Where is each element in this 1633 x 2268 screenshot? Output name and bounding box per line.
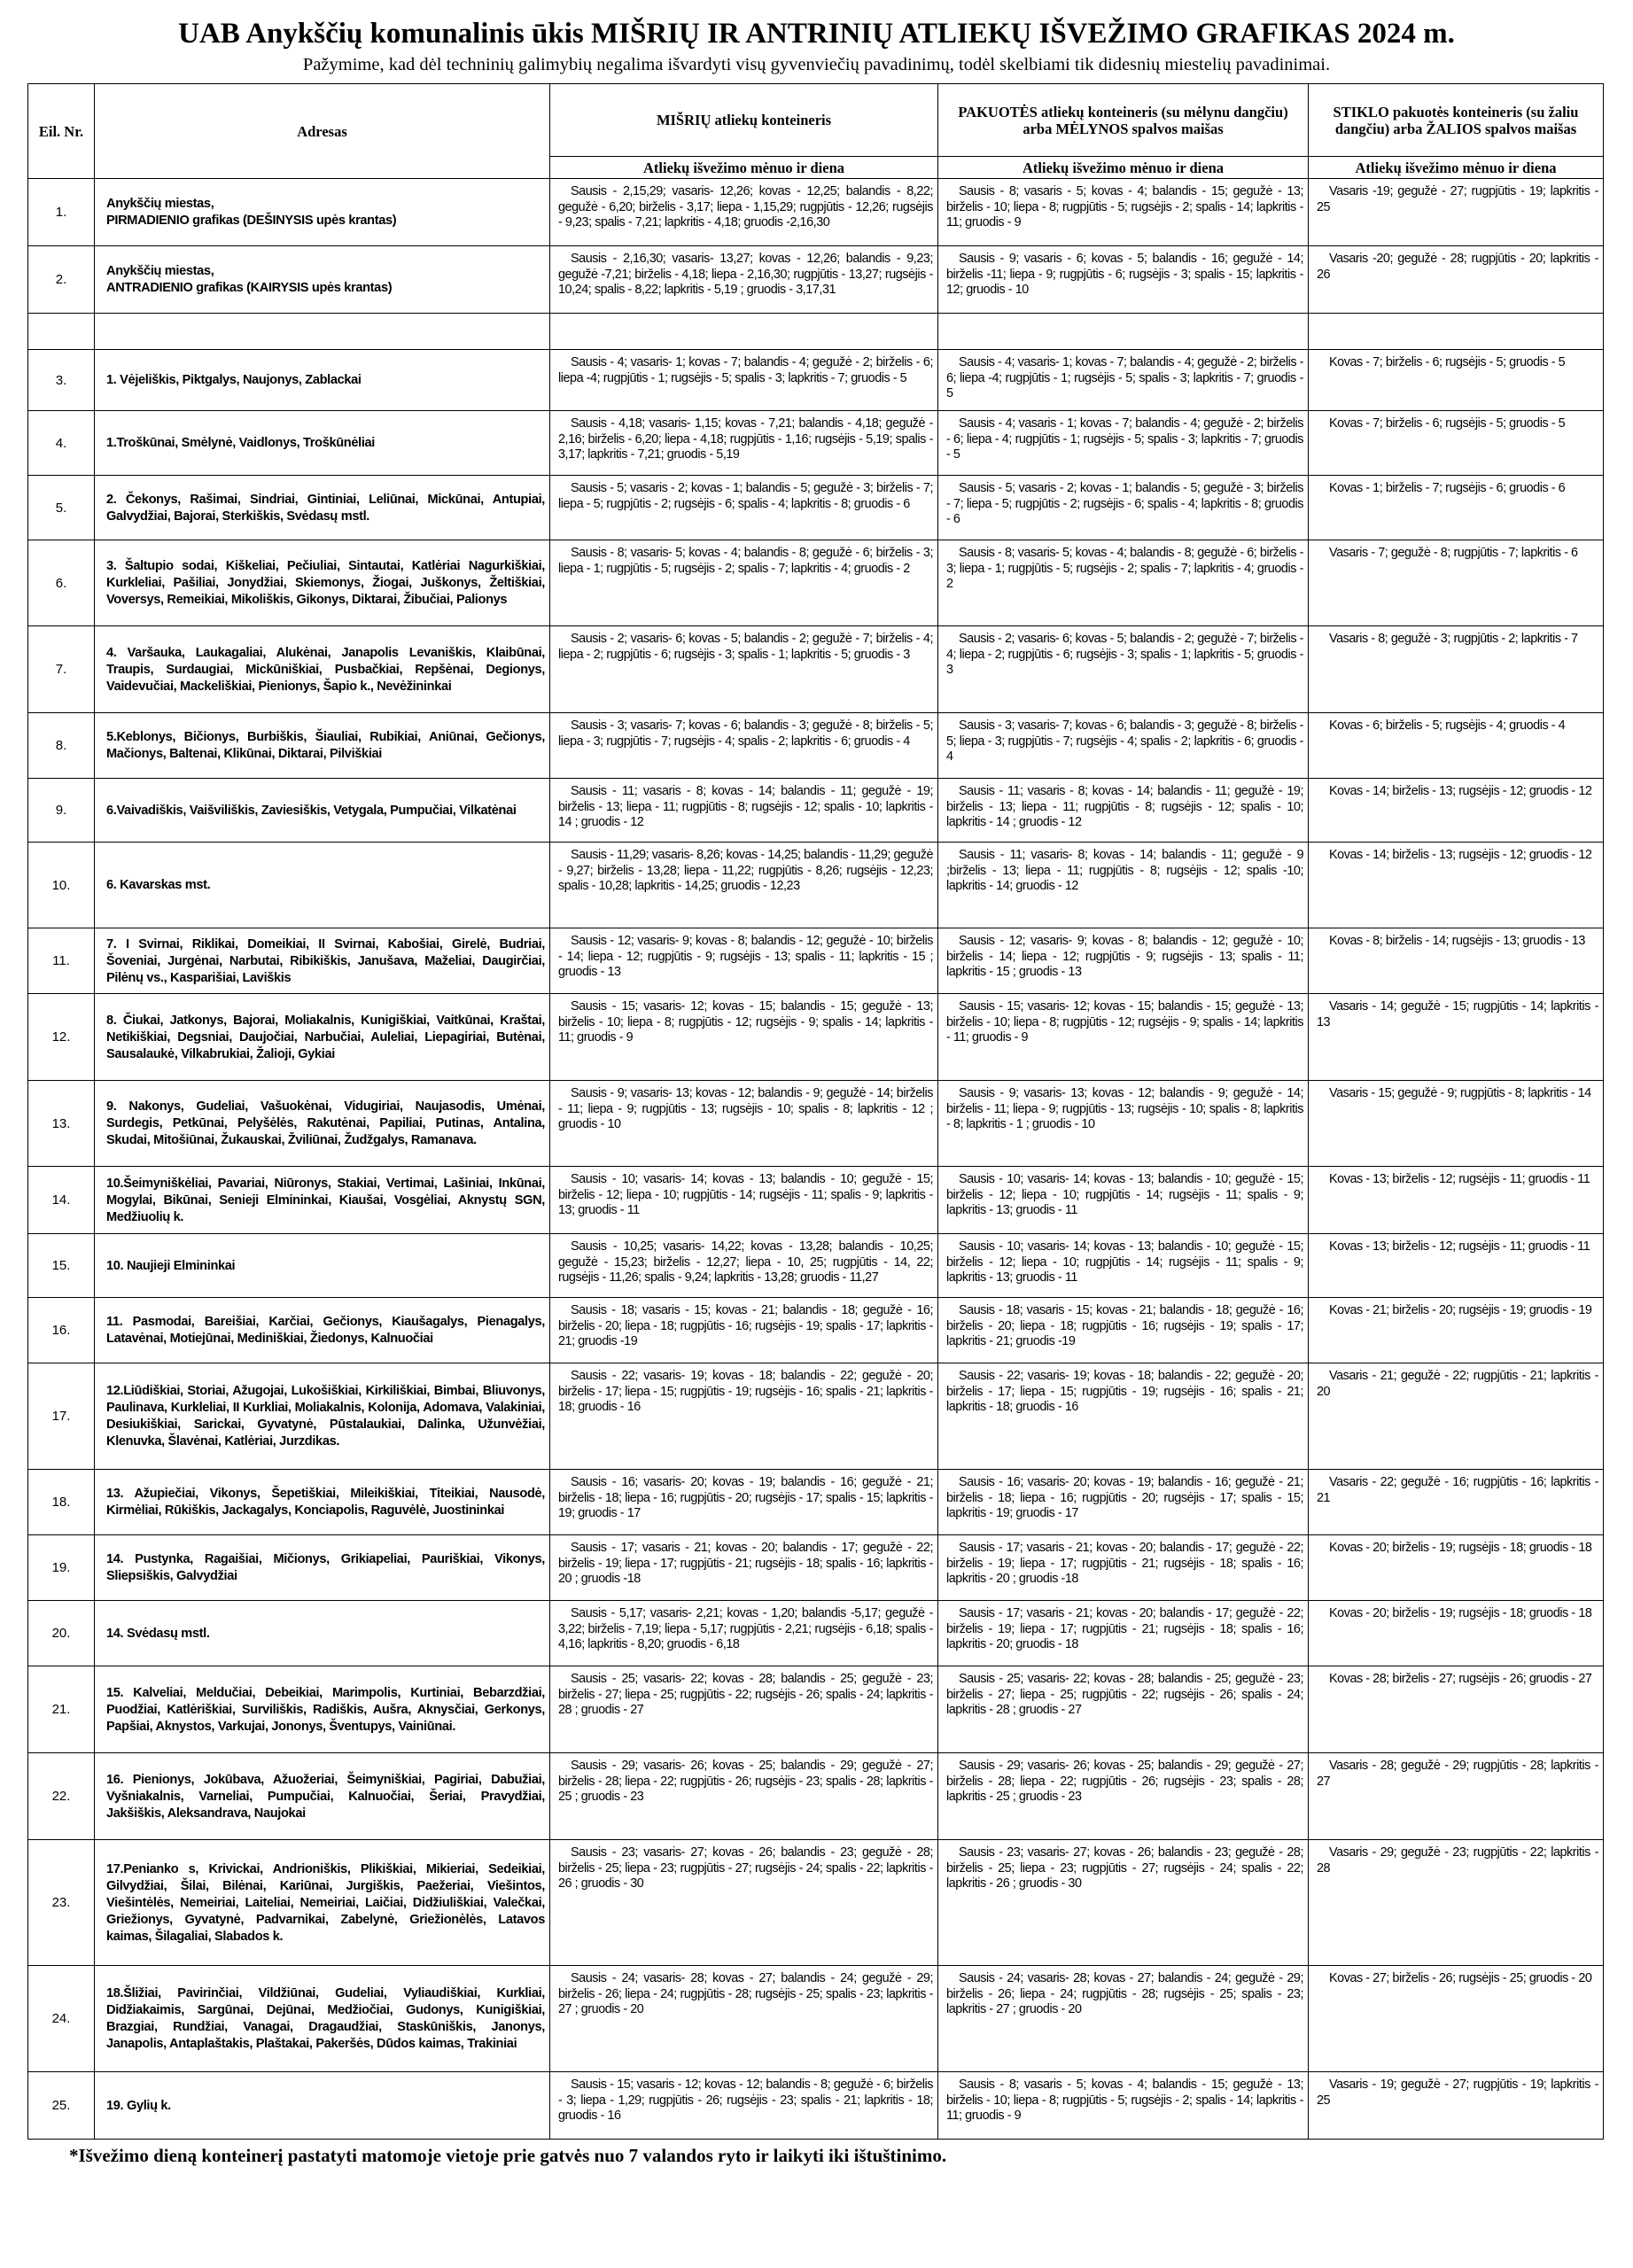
table-row [28, 1470, 1604, 1535]
packaging-schedule-cell: Sausis - 24; vasaris- 28; kovas - 27; balandis - 24; gegužė - 29; birželis - 26; liepa - 24; rugpjūtis - 28; rugsėjis - 25; spalis - 23; lapkritis - 27 ; gruodis - 20 [938, 1966, 1309, 2072]
packaging-schedule-cell: Sausis - 15; vasaris- 12; kovas - 15; balandis - 15; gegužė - 13; birželis - 10; liepa - 8; rugpjūtis - 12; rugsėjis - 9; spalis - 14; lapkritis - 11; gruodis - 9 [938, 994, 1309, 1081]
address-cell: Anykščių miestas, ANTRADIENIO grafikas (KAIRYSIS upės krantas) [95, 246, 550, 314]
mixed-schedule-cell: Sausis - 22; vasaris- 19; kovas - 18; balandis - 22; gegužė - 20; birželis - 17; liepa - 15; rugpjūtis - 19; rugsėjis - 16; spalis - 21; lapkritis - 18; gruodis - 16 [550, 1363, 938, 1470]
packaging-schedule-cell: Sausis - 12; vasaris- 9; kovas - 8; balandis - 12; gegužė - 10; birželis - 14; liepa - 12; rugpjūtis - 9; rugsėjis - 13; spalis - 11; lapkritis - 15 ; gruodis - 13 [938, 928, 1309, 994]
mixed-schedule-cell: Sausis - 29; vasaris- 26; kovas - 25; balandis - 29; gegužė - 27; birželis - 28; liepa - 22; rugpjūtis - 26; rugsėjis - 23; spalis - 28; lapkritis - 25 ; gruodis - 23 [550, 1753, 938, 1840]
table-row [28, 1363, 1604, 1470]
row-number: 4. [28, 411, 95, 476]
packaging-schedule-cell: Sausis - 5; vasaris - 2; kovas - 1; balandis - 5; gegužė - 3; birželis - 7; liepa - 5; rugpjūtis - 2; rugsėjis - 6; spalis - 4; lapkritis - 8; gruodis - 6 [938, 476, 1309, 540]
glass-schedule-cell: Kovas - 6; birželis - 5; rugsėjis - 4; gruodis - 4 [1309, 713, 1604, 779]
table-row [28, 713, 1604, 779]
row-number: 8. [28, 713, 95, 779]
table-row [28, 179, 1604, 246]
table-row [28, 350, 1604, 411]
table-row [28, 2072, 1604, 2140]
mixed-schedule-cell: Sausis - 9; vasaris- 13; kovas - 12; balandis - 9; gegužė - 14; birželis - 11; liepa - 9; rugpjūtis - 13; rugsėjis - 10; spalis - 8; lapkritis - 12 ; gruodis - 10 [550, 1081, 938, 1167]
glass-schedule-cell: Kovas - 13; birželis - 12; rugsėjis - 11; gruodis - 11 [1309, 1167, 1604, 1234]
mixed-schedule-cell: Sausis - 12; vasaris- 9; kovas - 8; balandis - 12; gegužė - 10; birželis - 14; liepa - 12; rugpjūtis - 9; rugsėjis - 13; spalis - 11; lapkritis - 15 ; gruodis - 13 [550, 928, 938, 994]
mixed-schedule-cell: Sausis - 11,29; vasaris- 8,26; kovas - 14,25; balandis - 11,29; gegužė - 9,27; birželis - 13,28; liepa - 11,22; rugpjūtis - 8,26; rugsėjis - 12,23; spalis - 10,28; lapkritis - 14,25; gruodis - 12,23 [550, 843, 938, 928]
address-cell: 1.Troškūnai, Smėlynė, Vaidlonys, Troškūnėliai [95, 411, 550, 476]
packaging-schedule-cell: Sausis - 23; vasaris- 27; kovas - 26; balandis - 23; gegužė - 28; birželis - 25; liepa - 23; rugpjūtis - 27; rugsėjis - 24; spalis - 22; lapkritis - 26 ; gruodis - 30 [938, 1840, 1309, 1966]
table-row [28, 411, 1604, 476]
table-row [28, 1753, 1604, 1840]
empty-cell [550, 314, 938, 350]
address-cell: 3. Šaltupio sodai, Kiškeliai, Pečiuliai, Sintautai, Katlėriai Nagurkiškiai, Kurkleliai, Pašiliai, Jonydžiai, Skiemonys, Žiogai, Juškonys, Želtiškiai, Voversys, Remeikiai, Mikoliškis, Gikonys, Diktarai, Žibučiai, Palionys [95, 540, 550, 626]
packaging-schedule-cell: Sausis - 4; vasaris- 1; kovas - 7; balandis - 4; gegužė - 2; birželis - 6; liepa -4; rugpjūtis - 1; rugsėjis - 5; spalis - 3; lapkritis - 7; gruodis - 5 [938, 350, 1309, 411]
table-row [28, 843, 1604, 928]
packaging-schedule-cell: Sausis - 2; vasaris- 6; kovas - 5; balandis - 2; gegužė - 7; birželis - 4; liepa - 2; rugpjūtis - 6; rugsėjis - 3; spalis - 1; lapkritis - 5; gruodis - 3 [938, 626, 1309, 713]
subheader-glass: Atliekų išvežimo mėnuo ir diena [1309, 157, 1604, 179]
packaging-schedule-cell: Sausis - 9; vasaris - 6; kovas - 5; balandis - 16; gegužė - 14; birželis -11; liepa - 9; rugpjūtis - 6; rugsėjis - 3; spalis - 15; lapkritis - 12; gruodis - 10 [938, 246, 1309, 314]
row-number: 6. [28, 540, 95, 626]
schedule-table [27, 83, 1604, 2140]
glass-schedule-cell: Vasaris -20; gegužė - 28; rugpjūtis - 20; lapkritis - 26 [1309, 246, 1604, 314]
footer-note: *Išvežimo dieną konteinerį pastatyti matomoje vietoje prie gatvės nuo 7 valandos ryto ir laikyti iki ištuštinimo. [69, 2145, 947, 2166]
table-row [28, 1167, 1604, 1234]
packaging-schedule-cell: Sausis - 8; vasaris - 5; kovas - 4; balandis - 15; gegužė - 13; birželis - 10; liepa - 8; rugpjūtis - 5; rugsėjis - 2; spalis - 14; lapkritis - 11; gruodis - 9 [938, 2072, 1309, 2140]
mixed-schedule-cell: Sausis - 16; vasaris- 20; kovas - 19; balandis - 16; gegužė - 21; birželis - 18; liepa - 16; rugpjūtis - 20; rugsėjis - 17; spalis - 15; lapkritis - 19; gruodis - 17 [550, 1470, 938, 1535]
row-number: 12. [28, 994, 95, 1081]
packaging-schedule-cell: Sausis - 11; vasaris - 8; kovas - 14; balandis - 11; gegužė - 19; birželis - 13; liepa - 11; rugpjūtis - 8; rugsėjis - 12; spalis - 10; lapkritis - 14 ; gruodis - 12 [938, 779, 1309, 843]
subheader-mixed: Atliekų išvežimo mėnuo ir diena [550, 157, 938, 179]
mixed-schedule-cell: Sausis - 5; vasaris - 2; kovas - 1; balandis - 5; gegužė - 3; birželis - 7; liepa - 5; rugpjūtis - 2; rugsėjis - 6; spalis - 4; lapkritis - 8; gruodis - 6 [550, 476, 938, 540]
spacer-row [28, 314, 1604, 350]
packaging-schedule-cell: Sausis - 3; vasaris- 7; kovas - 6; balandis - 3; gegužė - 8; birželis - 5; liepa - 3; rugpjūtis - 7; rugsėjis - 4; spalis - 2; lapkritis - 6; gruodis - 4 [938, 713, 1309, 779]
packaging-schedule-cell: Sausis - 16; vasaris- 20; kovas - 19; balandis - 16; gegužė - 21; birželis - 18; liepa - 16; rugpjūtis - 20; rugsėjis - 17; spalis - 15; lapkritis - 19; gruodis - 17 [938, 1470, 1309, 1535]
row-number: 24. [28, 1966, 95, 2072]
address-cell: 1. Vėjeliškis, Piktgalys, Naujonys, Zablackai [95, 350, 550, 411]
glass-schedule-cell: Vasaris - 28; gegužė - 29; rugpjūtis - 28; lapkritis - 27 [1309, 1753, 1604, 1840]
table-row [28, 1535, 1604, 1601]
row-number: 14. [28, 1167, 95, 1234]
glass-schedule-cell: Vasaris -19; gegužė - 27; rugpjūtis - 19; lapkritis - 25 [1309, 179, 1604, 246]
glass-schedule-cell: Kovas - 20; birželis - 19; rugsėjis - 18; gruodis - 18 [1309, 1535, 1604, 1601]
header-mixed: MIŠRIŲ atliekų konteineris [550, 84, 938, 157]
address-cell: 7. I Svirnai, Riklikai, Domeikiai, II Svirnai, Kabošiai, Girelė, Budriai, Šoveniai, Jurgėnai, Narbutai, Ribikiškis, Janušava, Maželiai, Daugirčiai, Pilėnų vs., Kasparišiai, Laviškis [95, 928, 550, 994]
row-number: 15. [28, 1234, 95, 1298]
empty-cell [1309, 314, 1604, 350]
row-number: 9. [28, 779, 95, 843]
packaging-schedule-cell: Sausis - 17; vasaris - 21; kovas - 20; balandis - 17; gegužė - 22; birželis - 19; liepa - 17; rugpjūtis - 21; rugsėjis - 18; spalis - 16; lapkritis - 20 ; gruodis -18 [938, 1535, 1309, 1601]
packaging-schedule-cell: Sausis - 25; vasaris- 22; kovas - 28; balandis - 25; gegužė - 23; birželis - 27; liepa - 25; rugpjūtis - 22; rugsėjis - 26; spalis - 24; lapkritis - 28 ; gruodis - 27 [938, 1666, 1309, 1753]
packaging-schedule-cell: Sausis - 18; vasaris - 15; kovas - 21; balandis - 18; gegužė - 16; birželis - 20; liepa - 18; rugpjūtis - 16; rugsėjis - 19; spalis - 17; lapkritis - 21; gruodis -19 [938, 1298, 1309, 1363]
address-cell: 16. Pienionys, Jokūbava, Ažuožeriai, Šeimyniškiai, Pagiriai, Dabužiai, Vyšniakalnis, Varneliai, Pumpučiai, Kalnuočiai, Šeriai, Pravydžiai, Jakšiškis, Aleksandrava, Naujokai [95, 1753, 550, 1840]
glass-schedule-cell: Vasaris - 29; gegužė - 23; rugpjūtis - 22; lapkritis - 28 [1309, 1840, 1604, 1966]
mixed-schedule-cell: Sausis - 2; vasaris- 6; kovas - 5; balandis - 2; gegužė - 7; birželis - 4; liepa - 2; rugpjūtis - 6; rugsėjis - 3; spalis - 1; lapkritis - 5; gruodis - 3 [550, 626, 938, 713]
mixed-schedule-cell: Sausis - 15; vasaris - 12; kovas - 12; balandis - 8; gegužė - 6; birželis - 3; liepa - 1,29; rugpjūtis - 26; rugsėjis - 23; spalis - 21; lapkritis - 18; gruodis - 16 [550, 2072, 938, 2140]
glass-schedule-cell: Kovas - 14; birželis - 13; rugsėjis - 12; gruodis - 12 [1309, 779, 1604, 843]
table-row [28, 1298, 1604, 1363]
glass-schedule-cell: Kovas - 14; birželis - 13; rugsėjis - 12; gruodis - 12 [1309, 843, 1604, 928]
document-title: UAB Anykščių komunalinis ūkis MIŠRIŲ IR ANTRINIŲ ATLIEKŲ IŠVEŽIMO GRAFIKAS 2024 m. [178, 18, 1455, 50]
table-row [28, 1966, 1604, 2072]
row-number: 18. [28, 1470, 95, 1535]
glass-schedule-cell: Vasaris - 7; gegužė - 8; rugpjūtis - 7; lapkritis - 6 [1309, 540, 1604, 626]
header-nr: Eil. Nr. [28, 84, 95, 179]
address-cell: 19. Gylių k. [95, 2072, 550, 2140]
row-number: 21. [28, 1666, 95, 1753]
header-address: Adresas [95, 84, 550, 179]
header-packaging: PAKUOTĖS atliekų konteineris (su mėlynu dangčiu) arba MĖLYNOS spalvos maišas [938, 84, 1309, 157]
row-number: 11. [28, 928, 95, 994]
address-cell: 4. Varšauka, Laukagaliai, Alukėnai, Janapolis Levaniškis, Klaibūnai, Traupis, Surdaugiai, Mickūniškiai, Pusbačkiai, Repšėnai, Degionys, Vaidevučiai, Mackeliškiai, Pienionys, Šapio k., Nevėžininkai [95, 626, 550, 713]
glass-schedule-cell: Kovas - 20; birželis - 19; rugsėjis - 18; gruodis - 18 [1309, 1601, 1604, 1666]
glass-schedule-cell: Vasaris - 22; gegužė - 16; rugpjūtis - 16; lapkritis - 21 [1309, 1470, 1604, 1535]
table-row [28, 1081, 1604, 1167]
row-number: 19. [28, 1535, 95, 1601]
row-number: 17. [28, 1363, 95, 1470]
address-cell: 13. Ažupiečiai, Vikonys, Šepetiškiai, Mileikiškiai, Titeikiai, Nausodė, Kirmėliai, Rūkiškis, Jackagalys, Konciapolis, Raguvėlė, Juostininkai [95, 1470, 550, 1535]
packaging-schedule-cell: Sausis - 9; vasaris- 13; kovas - 12; balandis - 9; gegužė - 14; birželis - 11; liepa - 9; rugpjūtis - 13; rugsėjis - 10; spalis - 8; lapkritis - 8; lapkritis - 1 ; gruodis - 10 [938, 1081, 1309, 1167]
address-cell: 2. Čekonys, Rašimai, Sindriai, Gintiniai, Leliūnai, Mickūnai, Antupiai, Galvydžiai, Bajorai, Sterkiškis, Svėdasų mstl. [95, 476, 550, 540]
row-number: 22. [28, 1753, 95, 1840]
schedule-rows [28, 179, 1604, 2140]
table-row [28, 1601, 1604, 1666]
address-cell: 6. Kavarskas mst. [95, 843, 550, 928]
table-row [28, 540, 1604, 626]
mixed-schedule-cell: Sausis - 5,17; vasaris- 2,21; kovas - 1,20; balandis -5,17; gegužė - 3,22; birželis - 7,19; liepa - 5,17; rugpjūtis - 2,21; rugsėjis - 6,18; spalis - 4,16; lapkritis - 8,20; gruodis - 6,18 [550, 1601, 938, 1666]
packaging-schedule-cell: Sausis - 10; vasaris- 14; kovas - 13; balandis - 10; gegužė - 15; birželis - 12; liepa - 10; rugpjūtis - 14; rugsėjis - 11; spalis - 9; lapkritis - 13; gruodis - 11 [938, 1234, 1309, 1298]
address-cell: 14. Pustynka, Ragaišiai, Mičionys, Grikiapeliai, Pauriškiai, Vikonys, Sliepsiškis, Galvydžiai [95, 1535, 550, 1601]
table-row [28, 476, 1604, 540]
mixed-schedule-cell: Sausis - 23; vasaris- 27; kovas - 26; balandis - 23; gegužė - 28; birželis - 25; liepa - 23; rugpjūtis - 27; rugsėjis - 24; spalis - 22; lapkritis - 26 ; gruodis - 30 [550, 1840, 938, 1966]
empty-cell [28, 314, 95, 350]
glass-schedule-cell: Vasaris - 8; gegužė - 3; rugpjūtis - 2; lapkritis - 7 [1309, 626, 1604, 713]
address-cell: 18.Šližiai, Pavirinčiai, Vildžiūnai, Gudeliai, Vyliaudiškiai, Kurkliai, Didžiakaimis, Sargūnai, Dejūnai, Medžiočiai, Gudonys, Kunigiškiai, Brazgiai, Rundžiai, Vanagai, Dragaudžiai, Staskūniškis, Janonys, Janapolis, Antaplaštakis, Plaštakai, Pakeršės, Dūdos kaimas, Trakiniai [95, 1966, 550, 2072]
packaging-schedule-cell: Sausis - 4; vasaris - 1; kovas - 7; balandis - 4; gegužė - 2; birželis - 6; liepa - 4; rugpjūtis - 1; rugsėjis - 5; spalis - 3; lapkritis - 7; gruodis - 5 [938, 411, 1309, 476]
address-cell: 11. Pasmodai, Bareišiai, Karčiai, Gečionys, Kiaušagalys, Pienagalys, Latavėnai, Motiejūnai, Mediniškiai, Žiedonys, Kalnuočiai [95, 1298, 550, 1363]
mixed-schedule-cell: Sausis - 25; vasaris- 22; kovas - 28; balandis - 25; gegužė - 23; birželis - 27; liepa - 25; rugpjūtis - 22; rugsėjis - 26; spalis - 24; lapkritis - 28 ; gruodis - 27 [550, 1666, 938, 1753]
document-subtitle: Pažymime, kad dėl techninių galimybių negalima išvardyti visų gyvenviečių pavadinimų, todėl skelbiami tik didesnių miestelių pavadinimai. [302, 55, 1331, 74]
mixed-schedule-cell: Sausis - 8; vasaris- 5; kovas - 4; balandis - 8; gegužė - 6; birželis - 3; liepa - 1; rugpjūtis - 5; rugsėjis - 2; spalis - 7; lapkritis - 4; gruodis - 2 [550, 540, 938, 626]
glass-schedule-cell: Vasaris - 19; gegužė - 27; rugpjūtis - 19; lapkritis - 25 [1309, 2072, 1604, 2140]
mixed-schedule-cell: Sausis - 15; vasaris- 12; kovas - 15; balandis - 15; gegužė - 13; birželis - 10; liepa - 8; rugpjūtis - 12; rugsėjis - 9; spalis - 14; lapkritis - 11; gruodis - 9 [550, 994, 938, 1081]
table-row [28, 928, 1604, 994]
row-number: 20. [28, 1601, 95, 1666]
glass-schedule-cell: Kovas - 28; birželis - 27; rugsėjis - 26; gruodis - 27 [1309, 1666, 1604, 1753]
address-cell: 5.Keblonys, Bičionys, Burbiškis, Šiauliai, Rubikiai, Aniūnai, Gečionys, Mačionys, Baltenai, Klikūnai, Diktarai, Pilviškiai [95, 713, 550, 779]
address-cell: 6.Vaivadiškis, Vaišviliškis, Zaviesiškis, Vetygala, Pumpučiai, Vilkatėnai [95, 779, 550, 843]
mixed-schedule-cell: Sausis - 17; vasaris - 21; kovas - 20; balandis - 17; gegužė - 22; birželis - 19; liepa - 17; rugpjūtis - 21; rugsėjis - 18; spalis - 16; lapkritis - 20 ; gruodis -18 [550, 1535, 938, 1601]
row-number: 5. [28, 476, 95, 540]
mixed-schedule-cell: Sausis - 2,16,30; vasaris- 13,27; kovas - 12,26; balandis - 9,23; gegužė -7,21; birželis - 4,18; liepa - 2,16,30; rugpjūtis - 13,27; rugsėjis - 10,24; spalis - 8,22; lapkritis - 5,19 ; gruodis - 3,17,31 [550, 246, 938, 314]
row-number: 16. [28, 1298, 95, 1363]
row-number: 25. [28, 2072, 95, 2140]
table-row [28, 246, 1604, 314]
glass-schedule-cell: Vasaris - 21; gegužė - 22; rugpjūtis - 21; lapkritis - 20 [1309, 1363, 1604, 1470]
address-cell: 14. Svėdasų mstl. [95, 1601, 550, 1666]
packaging-schedule-cell: Sausis - 29; vasaris- 26; kovas - 25; balandis - 29; gegužė - 27; birželis - 28; liepa - 22; rugpjūtis - 26; rugsėjis - 23; spalis - 28; lapkritis - 25 ; gruodis - 23 [938, 1753, 1309, 1840]
mixed-schedule-cell: Sausis - 10; vasaris- 14; kovas - 13; balandis - 10; gegužė - 15; birželis - 12; liepa - 10; rugpjūtis - 14; rugsėjis - 11; spalis - 9; lapkritis - 13; gruodis - 11 [550, 1167, 938, 1234]
glass-schedule-cell: Kovas - 7; birželis - 6; rugsėjis - 5; gruodis - 5 [1309, 411, 1604, 476]
row-number: 3. [28, 350, 95, 411]
mixed-schedule-cell: Sausis - 2,15,29; vasaris- 12,26; kovas - 12,25; balandis - 8,22; gegužė - 6,20; birželis - 3,17; liepa - 1,15,29; rugpjūtis - 12,26; rugsėjis - 9,23; spalis - 7,21; lapkritis - 4,18; gruodis -2,16,30 [550, 179, 938, 246]
packaging-schedule-cell: Sausis - 8; vasaris - 5; kovas - 4; balandis - 15; gegužė - 13; birželis - 10; liepa - 8; rugpjūtis - 5; rugsėjis - 2; spalis - 14; lapkritis - 11; gruodis - 9 [938, 179, 1309, 246]
glass-schedule-cell: Kovas - 7; birželis - 6; rugsėjis - 5; gruodis - 5 [1309, 350, 1604, 411]
row-number: 1. [28, 179, 95, 246]
mixed-schedule-cell: Sausis - 11; vasaris - 8; kovas - 14; balandis - 11; gegužė - 19; birželis - 13; liepa - 11; rugpjūtis - 8; rugsėjis - 12; spalis - 10; lapkritis - 14 ; gruodis - 12 [550, 779, 938, 843]
row-number: 13. [28, 1081, 95, 1167]
mixed-schedule-cell: Sausis - 18; vasaris - 15; kovas - 21; balandis - 18; gegužė - 16; birželis - 20; liepa - 18; rugpjūtis - 16; rugsėjis - 19; spalis - 17; lapkritis - 21; gruodis -19 [550, 1298, 938, 1363]
address-cell: 8. Čiukai, Jatkonys, Bajorai, Moliakalnis, Kunigiškiai, Vaitkūnai, Kraštai, Netikiškiai, Degsniai, Daujočiai, Narbučiai, Auleliai, Liepagiriai, Butėnai, Sausalaukė, Vilkabrukiai, Žalioji, Gykiai [95, 994, 550, 1081]
glass-schedule-cell: Kovas - 8; birželis - 14; rugsėjis - 13; gruodis - 13 [1309, 928, 1604, 994]
address-cell: Anykščių miestas, PIRMADIENIO grafikas (DEŠINYSIS upės krantas) [95, 179, 550, 246]
row-number: 10. [28, 843, 95, 928]
packaging-schedule-cell: Sausis - 22; vasaris- 19; kovas - 18; balandis - 22; gegužė - 20; birželis - 17; liepa - 15; rugpjūtis - 19; rugsėjis - 16; spalis - 21; lapkritis - 18; gruodis - 16 [938, 1363, 1309, 1470]
address-cell: 17.Penianko s, Krivickai, Andrioniškis, Plikiškiai, Mikieriai, Sedeikiai, Gilvydžiai, Šilai, Bilėnai, Kariūnai, Jurgiškis, Paežeriai, Viešintos, Viešintėlės, Nemeiriai, Laiteliai, Nemeiriai, Laičiai, Didžiuliškiai, Valečkai, Griežionys, Gyvatynė, Padvarnikai, Zabelynė, Griežionėlės, Latavos kaimas, Šilagaliai, Slabados k. [95, 1840, 550, 1966]
empty-cell [938, 314, 1309, 350]
subheader-packaging: Atliekų išvežimo mėnuo ir diena [938, 157, 1309, 179]
address-cell: 10.Šeimyniškėliai, Pavariai, Niūronys, Stakiai, Vertimai, Lašiniai, Inkūnai, Mogylai, Bikūnai, Senieji Elmininkai, Kiaušai, Vosgėliai, Aknystų SGN, Medžiuolių k. [95, 1167, 550, 1234]
glass-schedule-cell: Vasaris - 14; gegužė - 15; rugpjūtis - 14; lapkritis - 13 [1309, 994, 1604, 1081]
table-row [28, 1666, 1604, 1753]
packaging-schedule-cell: Sausis - 17; vasaris - 21; kovas - 20; balandis - 17; gegužė - 22; birželis - 19; liepa - 17; rugpjūtis - 21; rugsėjis - 18; spalis - 16; lapkritis - 20; gruodis - 18 [938, 1601, 1309, 1666]
mixed-schedule-cell: Sausis - 3; vasaris- 7; kovas - 6; balandis - 3; gegužė - 8; birželis - 5; liepa - 3; rugpjūtis - 7; rugsėjis - 4; spalis - 2; lapkritis - 6; gruodis - 4 [550, 713, 938, 779]
glass-schedule-cell: Kovas - 27; birželis - 26; rugsėjis - 25; gruodis - 20 [1309, 1966, 1604, 2072]
packaging-schedule-cell: Sausis - 11; vasaris- 8; kovas - 14; balandis - 11; gegužė - 9 ;birželis - 13; liepa - 11; rugpjūtis - 8; rugsėjis - 12; spalis -10; lapkritis - 14; gruodis - 12 [938, 843, 1309, 928]
address-cell: 12.Liūdiškiai, Storiai, Ažugojai, Lukošiškiai, Kirkiliškiai, Bimbai, Bliuvonys, Paulinava, Kurkleliai, II Kurkliai, Moliakalnis, Kolonija, Adomava, Valakiniai, Desiukiškiai, Sarickai, Gyvatynė, Pūstalaukiai, Dalinka, Užunvėžiai, Klenuvka, Šlavėnai, Katlėriai, Jurzdikas. [95, 1363, 550, 1470]
glass-schedule-cell: Kovas - 13; birželis - 12; rugsėjis - 11; gruodis - 11 [1309, 1234, 1604, 1298]
table-row [28, 1234, 1604, 1298]
header-glass: STIKLO pakuotės konteineris (su žaliu dangčiu) arba ŽALIOS spalvos maišas [1309, 84, 1604, 157]
table-row [28, 994, 1604, 1081]
address-cell: 15. Kalveliai, Meldučiai, Debeikiai, Marimpolis, Kurtiniai, Bebarzdžiai, Puodžiai, Katlėriškiai, Surviliškis, Radiškis, Aušra, Aknysčiai, Gerkonys, Papšiai, Aknystos, Varkujai, Jononys, Šventupys, Vainiūnai. [95, 1666, 550, 1753]
table-row [28, 1840, 1604, 1966]
glass-schedule-cell: Kovas - 21; birželis - 20; rugsėjis - 19; gruodis - 19 [1309, 1298, 1604, 1363]
glass-schedule-cell: Vasaris - 15; gegužė - 9; rugpjūtis - 8; lapkritis - 14 [1309, 1081, 1604, 1167]
row-number: 23. [28, 1840, 95, 1966]
glass-schedule-cell: Kovas - 1; birželis - 7; rugsėjis - 6; gruodis - 6 [1309, 476, 1604, 540]
row-number: 7. [28, 626, 95, 713]
table-row [28, 779, 1604, 843]
table-row [28, 626, 1604, 713]
address-cell: 9. Nakonys, Gudeliai, Vašuokėnai, Vidugiriai, Naujasodis, Umėnai, Surdegis, Petkūnai, Pelyšėlės, Rakutėnai, Papiliai, Putinas, Antalina, Skudai, Mitošiūnai, Žukauskai, Žviliūnai, Žudžgalys, Ramanava. [95, 1081, 550, 1167]
packaging-schedule-cell: Sausis - 10; vasaris- 14; kovas - 13; balandis - 10; gegužė - 15; birželis - 12; liepa - 10; rugpjūtis - 14; rugsėjis - 11; spalis - 9; lapkritis - 13; gruodis - 11 [938, 1167, 1309, 1234]
address-cell: 10. Naujieji Elmininkai [95, 1234, 550, 1298]
empty-cell [95, 314, 550, 350]
packaging-schedule-cell: Sausis - 8; vasaris- 5; kovas - 4; balandis - 8; gegužė - 6; birželis - 3; liepa - 1; rugpjūtis - 5; rugsėjis - 2; spalis - 7; lapkritis - 4; gruodis - 2 [938, 540, 1309, 626]
row-number: 2. [28, 246, 95, 314]
mixed-schedule-cell: Sausis - 4,18; vasaris- 1,15; kovas - 7,21; balandis - 4,18; gegužė - 2,16; birželis - 6,20; liepa - 4,18; rugpjūtis - 1,16; rugsėjis - 5,19; spalis - 3,17; lapkritis - 7,21; gruodis - 5,19 [550, 411, 938, 476]
schedule-document [25, 16, 1608, 2167]
mixed-schedule-cell: Sausis - 10,25; vasaris- 14,22; kovas - 13,28; balandis - 10,25; gegužė - 15,23; birželis - 12,27; liepa - 10, 25; rugpjūtis - 14, 22; rugsėjis - 11,26; spalis - 9,24; lapkritis - 13,28; gruodis - 11,27 [550, 1234, 938, 1298]
mixed-schedule-cell: Sausis - 4; vasaris- 1; kovas - 7; balandis - 4; gegužė - 2; birželis - 6; liepa -4; rugpjūtis - 1; rugsėjis - 5; spalis - 3; lapkritis - 7; gruodis - 5 [550, 350, 938, 411]
mixed-schedule-cell: Sausis - 24; vasaris- 28; kovas - 27; balandis - 24; gegužė - 29; birželis - 26; liepa - 24; rugpjūtis - 28; rugsėjis - 25; spalis - 23; lapkritis - 27 ; gruodis - 20 [550, 1966, 938, 2072]
